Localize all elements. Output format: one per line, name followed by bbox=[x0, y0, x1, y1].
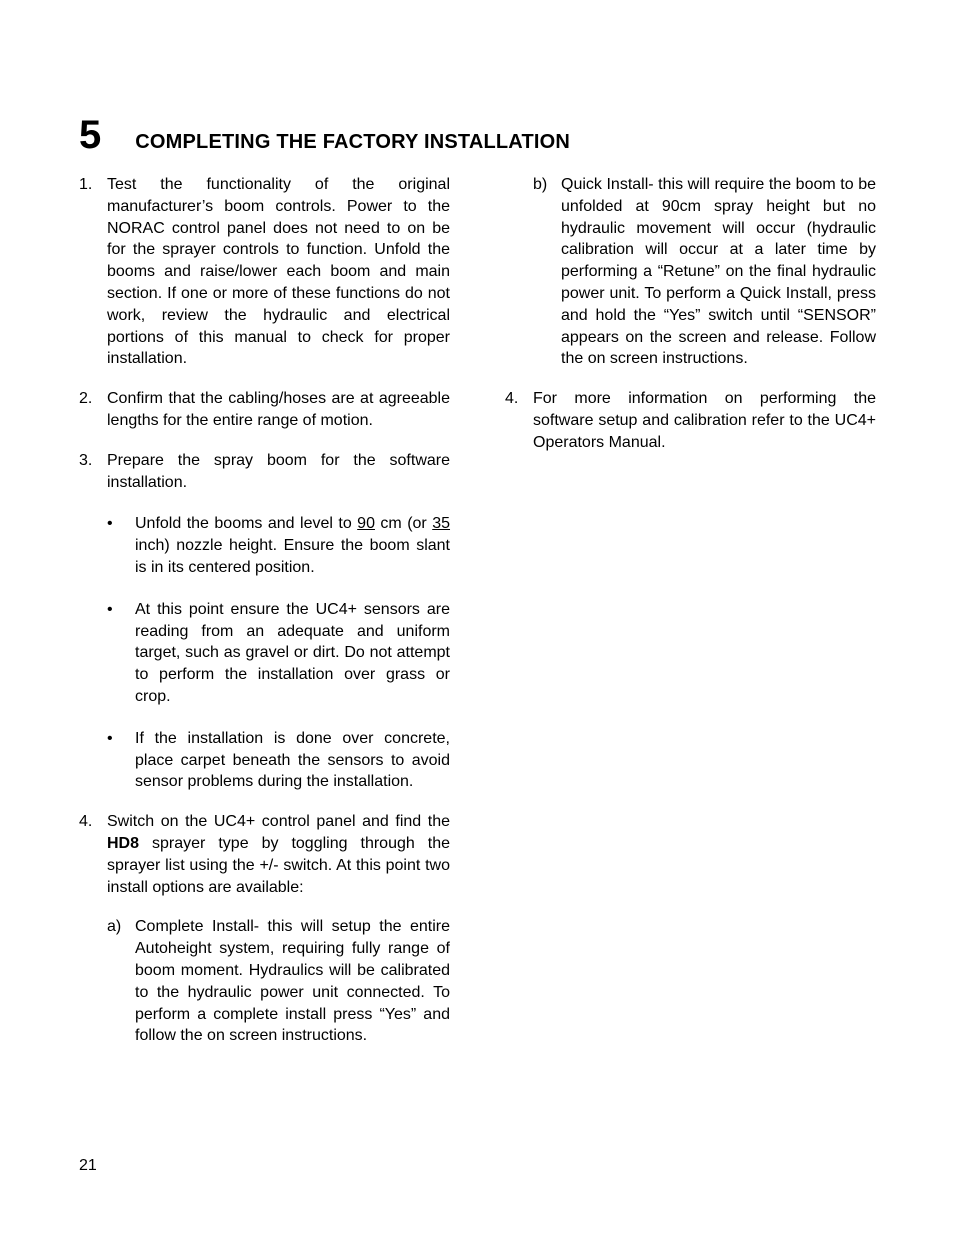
list-item-text: Test the functionality of the original manufacturer’s boom controls. Power to the NORAC control panel does not need to on be for the sprayer controls to function. Unfold the booms and raise/lower each boom and main section. If one or more of these functions do not work, review the hydraulic and electrical portions of this manual to check for proper installation. bbox=[107, 176, 450, 368]
section-number: 5 bbox=[79, 113, 102, 157]
height-cm-value: 90 bbox=[357, 515, 375, 533]
left-column bbox=[79, 174, 450, 1047]
sprayer-type-name: HD8 bbox=[107, 834, 140, 852]
bullet-text: If the installation is done over concrete, place carpet beneath the sensors to avoid sensor problems during the installation. bbox=[135, 729, 450, 791]
list-item-text: Confirm that the cabling/hoses are at agreeable lengths for the entire range of motion. bbox=[107, 390, 450, 429]
list-item-text: Prepare the spray boom for the software installation. bbox=[107, 451, 450, 491]
sub-marker: b) bbox=[533, 176, 548, 193]
list-marker: 4. bbox=[505, 390, 519, 408]
bullet-text: At this point ensure the UC4+ sensors are reading from an adequate and uniform target, such as gravel or dirt. Do not attempt to perform the installation over grass or crop. bbox=[135, 600, 450, 705]
list-marker: 4. bbox=[79, 813, 93, 831]
height-inch-value: 35 bbox=[432, 515, 451, 533]
sub-item-text: Complete Install- this will setup the entire Autoheight system, requiring fully range of boom moment. Hydraulics will be calibrated to the hydraulic power unit connected. To perform a complete install press “Yes” and follow the on screen instructions. bbox=[135, 918, 450, 1045]
bullet-marker: • bbox=[107, 729, 113, 747]
sub-item-a-complete-install bbox=[107, 916, 450, 1047]
list-item-2 bbox=[79, 388, 450, 432]
sub-item-b-quick-install bbox=[533, 174, 876, 370]
list-item-text: For more information on performing the software setup and calibration refer to the UC4+ Operators Manual. bbox=[533, 390, 876, 451]
list-item-3 bbox=[79, 450, 450, 494]
page-number: 21 bbox=[79, 1157, 97, 1174]
bullet-item-level-height bbox=[107, 513, 450, 578]
list-item-text: Switch on the UC4+ control panel and find the HD8 sprayer type by toggling through the sprayer list using the +/- switch. At this point two install options are available: bbox=[107, 813, 450, 896]
list-marker: 1. bbox=[79, 176, 93, 193]
section-heading bbox=[79, 112, 570, 158]
sub-marker: a) bbox=[107, 918, 122, 936]
sub-item-text: Quick Install- this will require the boom to be unfolded at 90cm spray height but no hydraulic movement will occur (hydraulic calibration will occur at a later time by performing a “Retune” on the final hydraulic power unit. To perform a Quick Install, press and hold the “Yes” switch until “SENSOR” appears on the screen and release. Follow the on screen instructions. bbox=[561, 176, 876, 368]
list-marker: 3. bbox=[79, 451, 93, 469]
bullet-item-concrete bbox=[107, 728, 450, 793]
list-item-4-more-info bbox=[505, 388, 876, 453]
right-column bbox=[505, 174, 876, 454]
list-item-1 bbox=[79, 174, 450, 370]
section-title: COMPLETING THE FACTORY INSTALLATION bbox=[135, 131, 571, 153]
bullet-marker: • bbox=[107, 600, 113, 618]
bullet-marker: • bbox=[107, 515, 113, 533]
bullet-item-sensor-target bbox=[107, 599, 450, 708]
bullet-text: Unfold the booms and level to 90 cm (or 35 inch) nozzle height. Ensure the boom slant is in its centered position. bbox=[135, 515, 451, 576]
list-item-4 bbox=[79, 811, 450, 898]
list-marker: 2. bbox=[79, 390, 93, 408]
